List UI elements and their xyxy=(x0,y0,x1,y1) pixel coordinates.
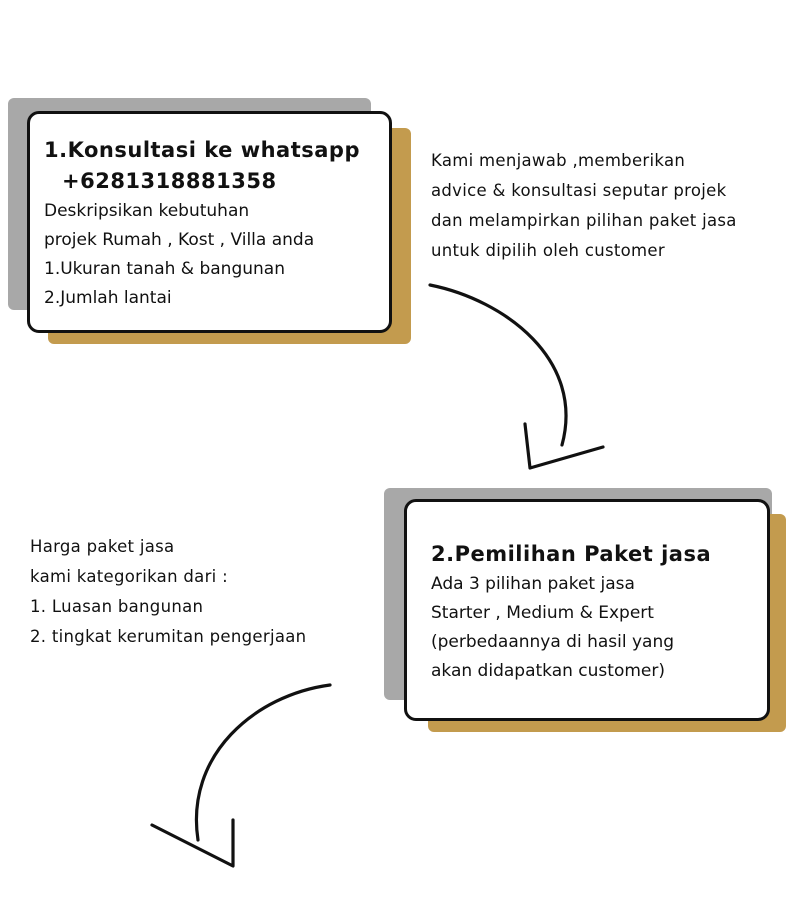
step2-body-line: (perbedaannya di hasil yang xyxy=(431,632,675,652)
step1-body-line: Deskripsikan kebutuhan xyxy=(44,201,250,221)
note1-line: Kami menjawab ,memberikan xyxy=(431,151,686,170)
note2-line: 1. Luasan bangunan xyxy=(30,597,204,616)
note1-line: untuk dipilih oleh customer xyxy=(431,241,665,260)
note1-line: advice & konsultasi seputar projek xyxy=(431,181,727,200)
step1-body-line: projek Rumah , Kost , Villa anda xyxy=(44,230,315,250)
step1-body-line: 2.Jumlah lantai xyxy=(44,288,172,308)
arrow-step1-to-step2 xyxy=(430,285,566,445)
arrow-step2-to-next xyxy=(196,685,330,840)
note1-line: dan melampirkan pilihan paket jasa xyxy=(431,211,737,230)
step1-body-line: 1.Ukuran tanah & bangunan xyxy=(44,259,285,279)
arrow-head-2 xyxy=(152,820,233,866)
step2-title: 2.Pemilihan Paket jasa xyxy=(431,542,712,566)
step1-phone: +6281318881358 xyxy=(62,169,277,193)
note2-line: Harga paket jasa xyxy=(30,537,175,556)
step1-title: 1.Konsultasi ke whatsapp xyxy=(44,138,360,162)
step2-body-line: akan didapatkan customer) xyxy=(431,661,665,681)
note2-line: kami kategorikan dari : xyxy=(30,567,228,586)
note2-line: 2. tingkat kerumitan pengerjaan xyxy=(30,627,307,646)
step2-body-line: Ada 3 pilihan paket jasa xyxy=(431,574,635,594)
step2-body-line: Starter , Medium & Expert xyxy=(431,603,654,623)
